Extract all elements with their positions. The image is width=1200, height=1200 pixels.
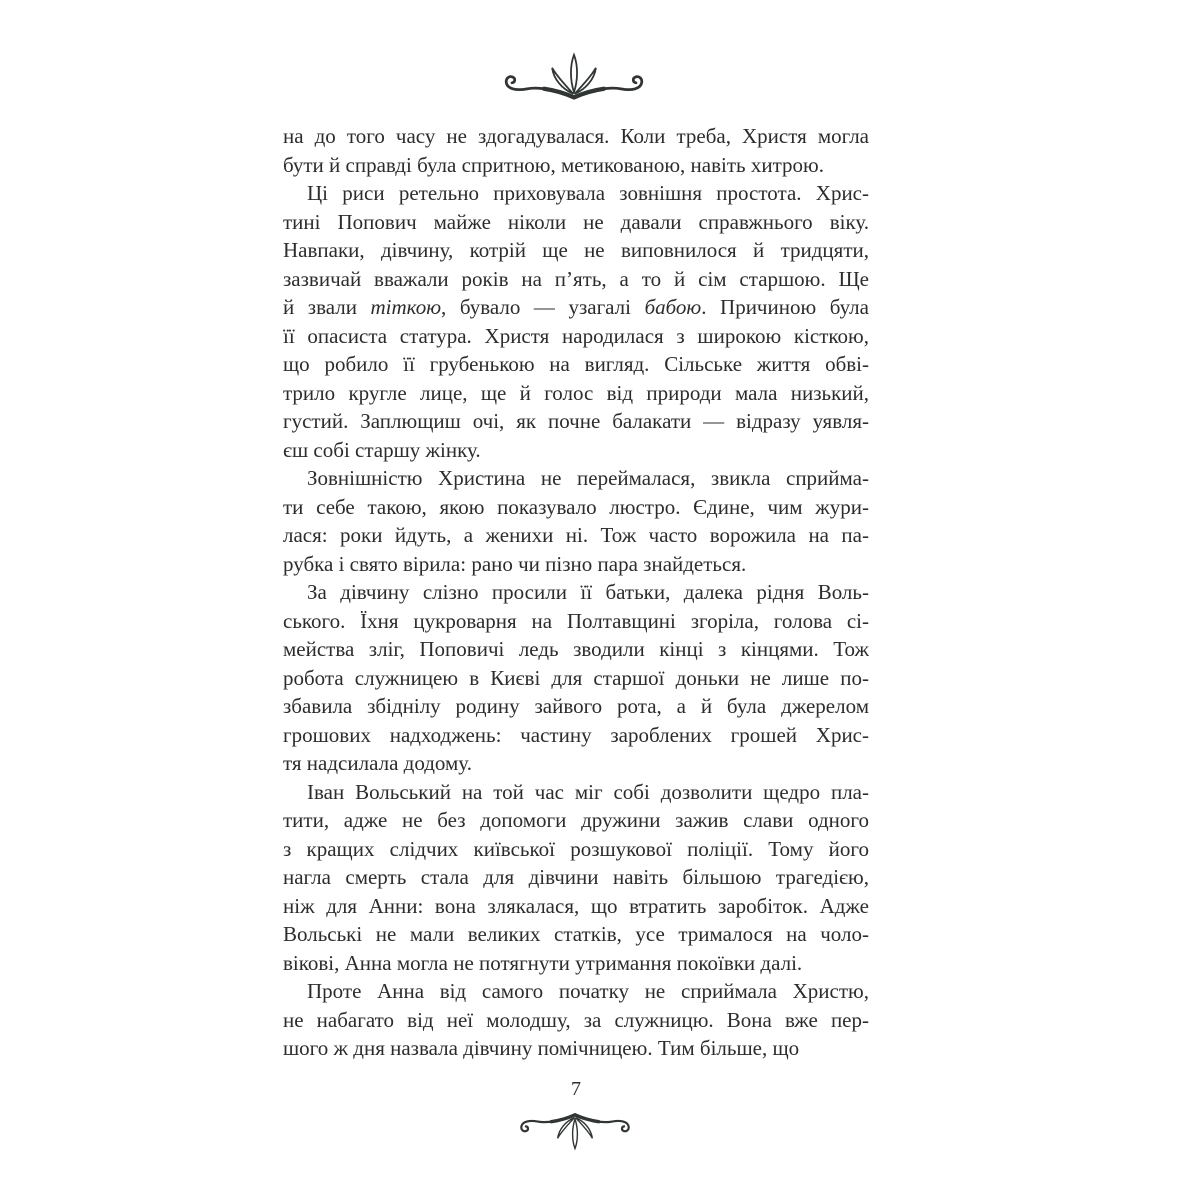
text-segment: з кращих слідчих київської розшукової поліції. Тому його (283, 836, 869, 861)
text-segment: збавила збіднілу родину зайвого рота, а й була джерелом (283, 694, 869, 718)
text-line (283, 749, 869, 778)
text-line (283, 721, 869, 750)
text-line (283, 322, 869, 351)
text-segment: її опасиста статура. Христя народилася з широкою кісткою, (283, 323, 869, 348)
text-line (283, 977, 869, 1006)
text-line (283, 806, 869, 835)
text-segment: що робило її грубенькою на вигляд. Сільське життя обві- (283, 352, 869, 376)
text-segment: робота служницею в Києві для старшої доньки не лише по- (283, 665, 869, 690)
text-segment: бути й справді була спритною, метикованою, навіть хитрою. (283, 152, 824, 177)
text-line (283, 464, 869, 493)
text-line (283, 607, 869, 636)
text-line (283, 892, 869, 921)
text-line (283, 778, 869, 807)
text-line (283, 1006, 869, 1035)
text-segment: тя надсилала додому. (283, 751, 472, 775)
page-number: 7 (571, 1078, 581, 1100)
text-line (283, 379, 869, 408)
text-segment: нагла смерть стала для дівчини навіть більшою трагедією, (283, 865, 869, 889)
text-segment: ського. Їхня цукроварня на Полтавщині згоріла, голова сі- (283, 608, 869, 633)
text-segment: Проте Анна від самого початку не сприймала Христю, (307, 979, 869, 1003)
text-segment: лася: роки йдуть, а женихи ні. Тож часто ворожила на па- (283, 523, 869, 547)
paragraph (283, 977, 869, 1063)
text-segment: Зовнішністю Христина не переймалася, звикла сприйма- (307, 466, 869, 490)
text-segment: на до того часу не здогадувалася. Коли треба, Христя могла (283, 124, 869, 148)
paragraph (283, 778, 869, 978)
top-flourish-ornament (497, 50, 651, 103)
text-line (283, 1034, 869, 1063)
bottom-flourish-ornament (514, 1110, 636, 1152)
text-line (283, 493, 869, 522)
text-segment: вікові, Анна могла не потягнути утримання покоївки далі. (283, 950, 803, 975)
text-segment: грошових надходжень: частину зароблених грошей Хрис- (283, 722, 869, 747)
text-line (283, 407, 869, 436)
text-line (283, 949, 869, 978)
italic-text: бабою (644, 295, 702, 319)
text-line (283, 151, 869, 180)
text-segment: За дівчину слізно просили її батьки, далека рідня Воль- (307, 580, 869, 604)
text-line (283, 122, 869, 151)
text-line (283, 208, 869, 237)
text-segment: єш собі старшу жінку. (283, 437, 481, 462)
paragraph (283, 122, 869, 179)
text-segment: . Причиною була (701, 295, 869, 319)
paragraph (283, 578, 869, 778)
text-line (283, 692, 869, 721)
text-line (283, 664, 869, 693)
text-segment: Іван Вольський на той час міг собі дозволити щедро пла- (307, 779, 869, 804)
text-segment: , бувало — узагалі (441, 295, 645, 319)
text-line (283, 236, 869, 265)
text-segment: Ці риси ретельно приховувала зовнішня простота. Хрис- (307, 181, 869, 205)
italic-text: тіткою (370, 295, 442, 319)
text-line (283, 293, 869, 322)
text-line (283, 920, 869, 949)
text-segment: рубка і свято вірила: рано чи пізно пара знайдеться. (283, 551, 747, 576)
text-line (283, 550, 869, 579)
text-segment: густий. Заплющиш очі, як почне балакати — відразу уявля- (283, 409, 869, 433)
leaf-flourish-icon (497, 50, 651, 103)
text-segment: Навпаки, дівчину, котрій ще не виповнилося й тридцяти, (283, 238, 869, 262)
text-line (283, 835, 869, 864)
text-segment: ти себе такою, якою показувало люстро. Єдине, чим жури- (283, 494, 869, 519)
text-segment: трило кругле лице, ще й голос від природи мала низький, (283, 380, 869, 405)
text-segment: тити, адже не без допомоги дружини зажив слави одного (283, 808, 869, 832)
text-segment: й звали (283, 295, 371, 319)
text-segment: тині Попович майже ніколи не давали справжнього віку. (283, 209, 869, 234)
text-segment: шого ж дня назвала дівчину помічницею. Тим більше, що (283, 1036, 800, 1060)
text-line (283, 350, 869, 379)
leaf-flourish-mirrored-icon (514, 1110, 636, 1152)
text-line (283, 179, 869, 208)
paragraph (283, 464, 869, 578)
text-segment: ніж для Анни: вона злякалася, що втратить заробіток. Адже (283, 893, 869, 918)
text-line (283, 521, 869, 550)
text-line (283, 863, 869, 892)
text-segment: не набагато від неї молодшу, за служницю. Вона вже пер- (283, 1007, 869, 1032)
text-segment: Вольські не мали великих статків, усе трималося на чоло- (283, 922, 869, 946)
paragraph (283, 179, 869, 464)
page-text (283, 122, 869, 1063)
text-line (283, 635, 869, 664)
text-segment: мейства зліг, Поповичі ледь зводили кінці з кінцями. Тож (283, 637, 869, 661)
text-segment: зазвичай вважали років на п’ять, а то й сім старшою. Ще (283, 266, 869, 291)
text-line (283, 265, 869, 294)
text-line (283, 578, 869, 607)
text-line (283, 436, 869, 465)
